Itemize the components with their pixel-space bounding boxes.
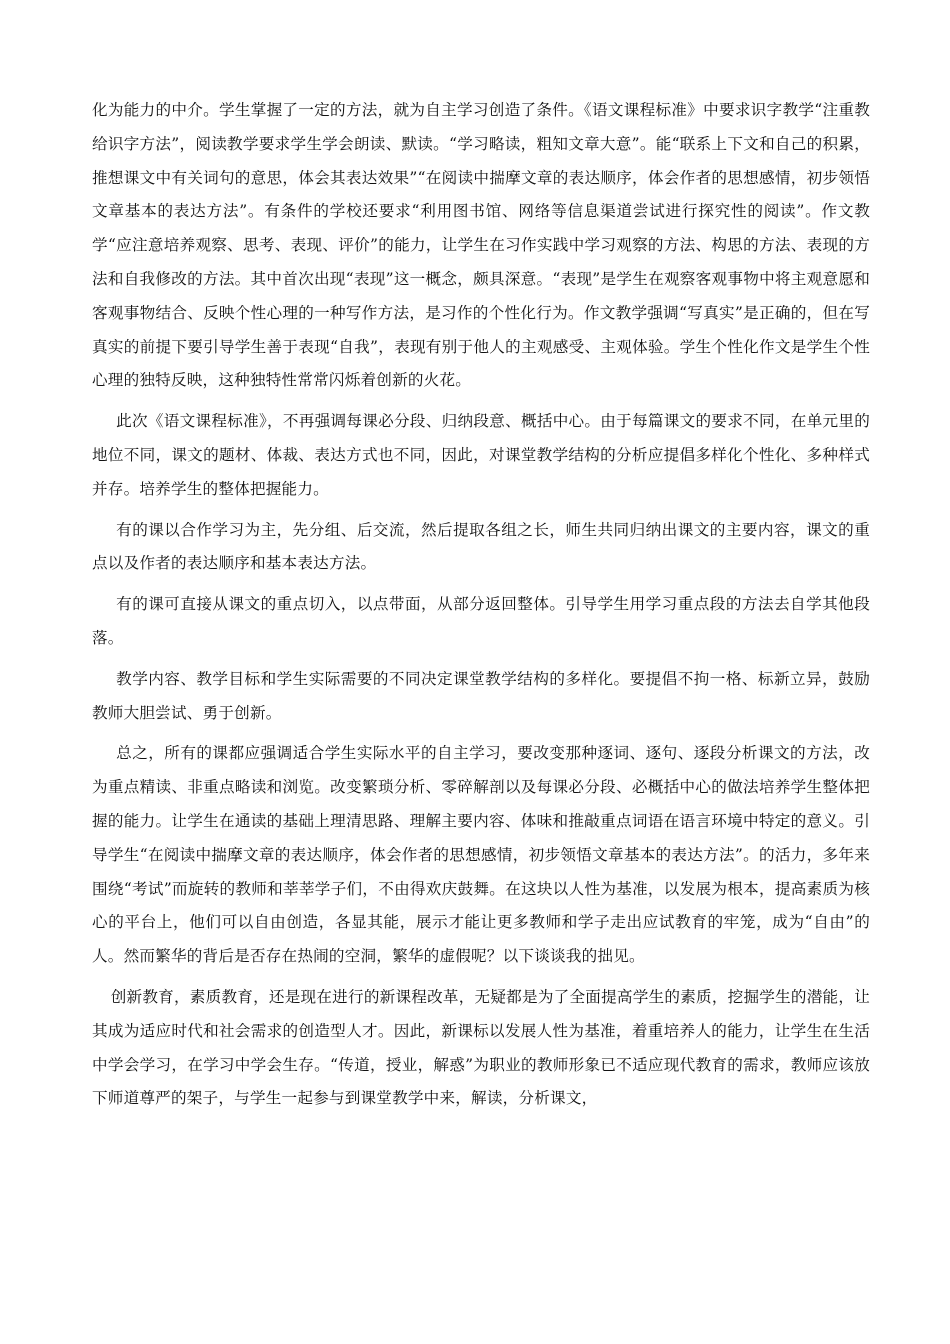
paragraph-key-point-entry: 有的课可直接从课文的重点切入，以点带面，从部分返回整体。引导学生用学习重点段的方法去自学其他段落。 — [92, 595, 870, 647]
paragraph-curriculum-standard: 此次《语文课程标准》，不再强调每课必分段、归纳段意、概括中心。由于每篇课文的要求不同，在单元里的地位不同，课文的题材、体裁、表达方式也不同，因此，对课堂教学结构的分析应提倡多样化个性化、多种样式并存。培养学生的整体把握能力。 — [92, 412, 870, 498]
paragraph-cooperative-learning: 有的课以合作学习为主，先分组、后交流，然后提取各组之长，师生共同归纳出课文的主要内容，课文的重点以及作者的表达顺序和基本表达方法。 — [92, 520, 870, 573]
paragraph-teaching-structure: 教学内容、教学目标和学生实际需要的不同决定课堂教学结构的多样化。要提倡不拘一格、标新立异，鼓励教师大胆尝试、勇于创新。 — [92, 669, 870, 722]
document-body — [92, 94, 870, 1116]
paragraph-summary: 总之，所有的课都应强调适合学生实际水平的自主学习，要改变那种逐词、逐句、逐段分析课文的方法，改为重点精读、非重点略读和浏览。改变繁琐分析、零碎解剖以及每课必分段、必概括中心的做法培养学生整体把握的能力。让学生在通读的基础上理清思路、理解主要内容、体味和推敲重点词语在语言环境中特定的意义。引导学生“在阅读中揣摩文章的表达顺序，体会作者的思想感情，初步领悟文章基本的表达方法”。的活力，多年来围绕“考试”而旋转的教师和莘莘学子们，不由得欢庆鼓舞。在这块以人性为基准，以发展为根本，提高素质为核心的平台上，他们可以自由创造，各显其能，展示才能让更多教师和学子走出应试教育的牢笼，成为“自由”的人。然而繁华的背后是否存在热闹的空洞，繁华的虚假呢？以下谈谈我的拙见。 — [92, 744, 870, 966]
paragraph-continuation: 化为能力的中介。学生掌握了一定的方法，就为自主学习创造了条件。《语文课程标准》中要求识字教学“注重教给识字方法”，阅读教学要求学生学会朗读、默读。“学习略读，粗知文章大意”。能“联系上下文和自己的积累，推想课文中有关词句的意思，体会其表达效果”“在阅读中揣摩文章的表达顺序，体会作者的思想感情，初步领悟文章基本的表达方法”。有条件的学校还要求“利用图书馆、网络等信息渠道尝试进行探究性的阅读”。作文教学“应注意培养观察、思考、表现、评价”的能力，让学生在习作实践中学习观察的方法、构思的方法、表现的方法和自我修改的方法。其中首次出现“表现”这一概念，颇具深意。“表现”是学生在观察客观事物中将主观意愿和客观事物结合、反映个性心理的一种写作方法，是习作的个性化行为。作文教学强调“写真实”是正确的，但在写真实的前提下要引导学生善于表现“自我”，表现有别于他人的主观感受、主观体验。学生个性化作文是学生个性心理的独特反映，这种独特性常常闪烁着创新的火花。 — [92, 101, 870, 390]
paragraph-innovation-education: 创新教育，素质教育，还是现在进行的新课程改革，无疑都是为了全面提高学生的素质，挖掘学生的潜能，让其成为适应时代和社会需求的创造型人才。因此，新课标以发展人性为基准，着重培养人的能力，让学生在生活中学会学习，在学习中学会生存。“传道，授业，解惑”为职业的教师形象已不适应现代教育的需求，教师应该放下师道尊严的架子，与学生一起参与到课堂教学中来，解读，分析课文， — [92, 987, 870, 1108]
